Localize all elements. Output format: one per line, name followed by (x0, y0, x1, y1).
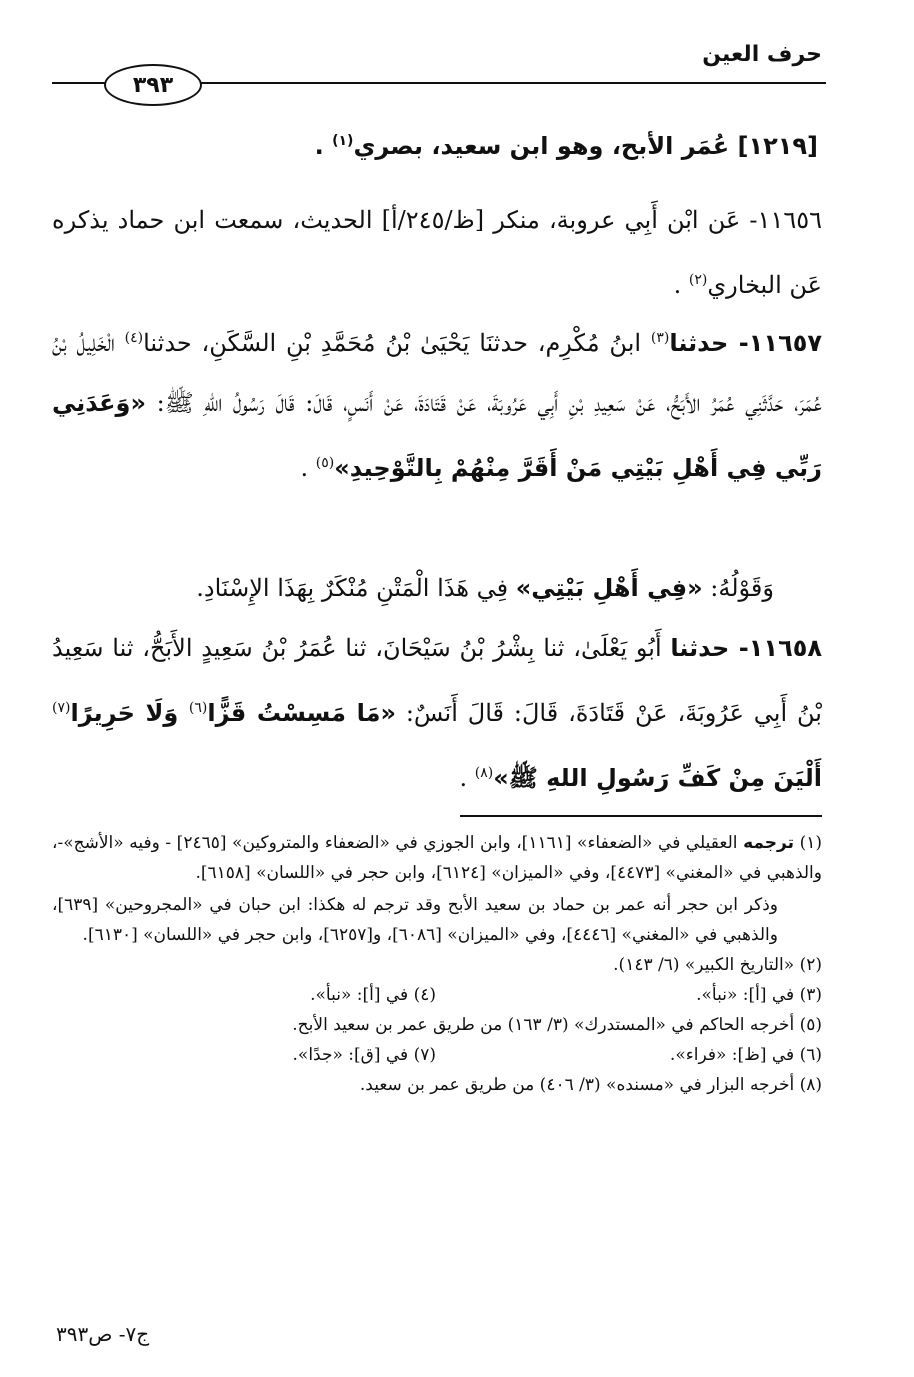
isnad-text: أَبُو يَعْلَىٰ، ثنا بِشْرُ بْنُ سَيْحَانَ، ثنا عُمَرُ بْنُ سَعِيدٍ الأَبَحُّ، ثنا سَعِيدُ بْنُ أَبِي عَرُوبَةَ، عَنْ قَتَادَةَ، قَالَ: قَالَ أَنَسٌ: (52, 634, 822, 727)
paragraph-11658: ١١٦٥٨- حدثنا أَبُو يَعْلَىٰ، ثنا بِشْرُ بْنُ سَيْحَانَ، ثنا عُمَرُ بْنُ سَعِيدٍ الأَبَحُّ، ثنا سَعِيدُ بْنُ أَبِي عَرُوبَةَ، عَنْ قَتَادَةَ، قَالَ: قَالَ أَنَسٌ: «مَا مَسِسْتُ قَزًّا$^{(٦)}$ وَلَا حَرِيرًا$^{(٧)}$ أَلْيَنَ مِنْ كَفِّ رَسُولِ اللهِ ﷺ»$^{(٨)}$ . (52, 634, 823, 792)
comment-text: فِي هَذَا الْمَتْنِ مُنْكَرٌ بِهَذَا الإِسْنَادِ. (196, 574, 516, 602)
footnote-ref: (٥) (315, 455, 335, 471)
footnote-pair-3-4 (52, 980, 822, 1010)
page-number-oval (104, 64, 202, 106)
footnote-ref: (٢) (688, 272, 708, 288)
isnad-text: ابنُ مُكْرِم، حدثنَا يَحْيَىٰ بْنُ مُحَمَّدِ بْنِ السَّكَنِ، حدثنا (143, 329, 651, 357)
footnote-6: (٦) في [ظ]: «فراء». (669, 1045, 822, 1065)
hadith-quote: «مَا مَسِسْتُ قَزًّا (207, 699, 396, 727)
hadith-number: ١١٦٥٧- حدثنا (669, 329, 823, 357)
footnotes (52, 828, 822, 1100)
volume-page-folio: ج٧- ص٣٩٣ (56, 1322, 150, 1346)
entry-title: [١٢١٩] عُمَر الأبح، وهو ابن سعيد، بصري$^{(١)}$ . (314, 132, 818, 160)
footnote-text: العقيلي في «الضعفاء» [١١٦١]، وابن الجوزي في «الضعفاء والمتروكين» [٢٤٦٥] - وفيه «الأشج»-، والذهبي في «المغني» [٤٤٧٣]، وفي «الميزان» [٦١٢٤]، وابن حجر في «اللسان» [٦١٥٨]. (52, 833, 822, 883)
footnote-ref: (١) (332, 133, 354, 149)
footnote-label: (١) (799, 833, 822, 853)
hadith-quote: «فِي أَهْلِ بَيْتِي» (515, 574, 703, 602)
hadith-quote: أَلْيَنَ مِنْ كَفِّ رَسُولِ اللهِ ﷺ» (493, 764, 822, 792)
running-head: حرف العين (702, 42, 822, 67)
footnote-ref: (٤) (124, 330, 144, 346)
footnote-ref: (٨) (474, 765, 494, 781)
footnote-4: (٤) في [أ]: «نبأ». (310, 985, 436, 1005)
footnote-ref: (٣) (650, 330, 670, 346)
paragraph-text: ١١٦٥٦- عَن ابْن أَبِي عروبة، منكر [ظ/٢٤٥/أ] الحديث، سمعت ابن حماد يذكره عَن البخاري (52, 206, 822, 299)
page-number: ٣٩٣ (132, 72, 174, 98)
isnad-text: الْخَلِيلُ بْنُ عُمَرَ، حَدَّثَنِي عُمَرُ الأَبَحُّ، عَنْ سَعِيدِ بْنِ أَبِي عَرُوبَةَ، عَنْ قَتَادَةَ، عَنْ أَنَسٍ، قَالَ: قَالَ رَسُولُ اللهِ ﷺ: (52, 329, 822, 417)
footnote-7: (٧) في [ق]: «جدًا». (292, 1045, 436, 1065)
footnote-8: (٨) أخرجه البزار في «مسنده» (٣/ ٤٠٦) من طريق عمر بن سعيد. (359, 1075, 822, 1095)
comment-text: وَقَوْلُهُ: (702, 574, 774, 602)
paragraph-11656: ١١٦٥٦- عَن ابْن أَبِي عروبة، منكر [ظ/٢٤٥/أ] الحديث، سمعت ابن حماد يذكره عَن البخاري$^{(٢)}$ . (52, 206, 822, 299)
hadith-quote: «وَعَدَنِي رَبِّي فِي أَهْلِ بَيْتِي مَنْ أَقَرَّ مِنْهُمْ بِالتَّوْحِيدِ» (52, 389, 822, 482)
paragraph-comment (52, 558, 822, 618)
footnote-pair-6-7 (52, 1040, 822, 1070)
hadith-number: ١١٦٥٨- حدثنا (670, 634, 823, 662)
footnote-3: (٣) في [أ]: «نبأ». (696, 985, 822, 1005)
footnote-ref: (٧) (52, 700, 71, 716)
hadith-quote: وَلَا حَرِيرًا (70, 699, 189, 727)
footnote-1-continuation: وذكر ابن حجر أنه عمر بن حماد بن سعيد الأبح وقد ترجم له هكذا: ابن حبان في «المجروحين» [٦٣٩]، والذهبي في «المغني» [٤٤٤٦]، وفي «الميزان» [٦٠٨٦]، و[٦٢٥٧]، وابن حجر في «اللسان» [٦١٣٠]. (52, 895, 778, 945)
footnote-2: (٢) «التاريخ الكبير» (٦/ ١٤٣). (613, 955, 822, 975)
footnote-separator (460, 815, 822, 817)
entry-title-text: [١٢١٩] عُمَر الأبح، وهو ابن سعيد، بصري (353, 132, 818, 160)
footnote-1 (52, 828, 822, 888)
footnote-5: (٥) أخرجه الحاكم في «المستدرك» (٣/ ١٦٣) من طريق عمر بن سعيد الأبح. (292, 1015, 822, 1035)
footnote-bold: ترجمه (743, 833, 794, 853)
paragraph-11657: ١١٦٥٧- حدثنا$^{(٣)}$ ابنُ مُكْرِم، حدثنَا يَحْيَىٰ بْنُ مُحَمَّدِ بْنِ السَّكَنِ، حدثنا$^{(٤)}$ الْخَلِيلُ بْنُ عُمَرَ، حَدَّثَنِي عُمَرُ الأَبَحُّ، عَنْ سَعِيدِ بْنِ أَبِي عَرُوبَةَ، عَنْ قَتَادَةَ، عَنْ أَنَسٍ، قَالَ: قَالَ رَسُولُ اللهِ ﷺ: «وَعَدَنِي رَبِّي فِي أَهْلِ بَيْتِي مَنْ أَقَرَّ مِنْهُمْ بِالتَّوْحِيدِ»$^{(٥)}$ . (52, 329, 823, 482)
footnote-ref: (٦) (188, 700, 208, 716)
